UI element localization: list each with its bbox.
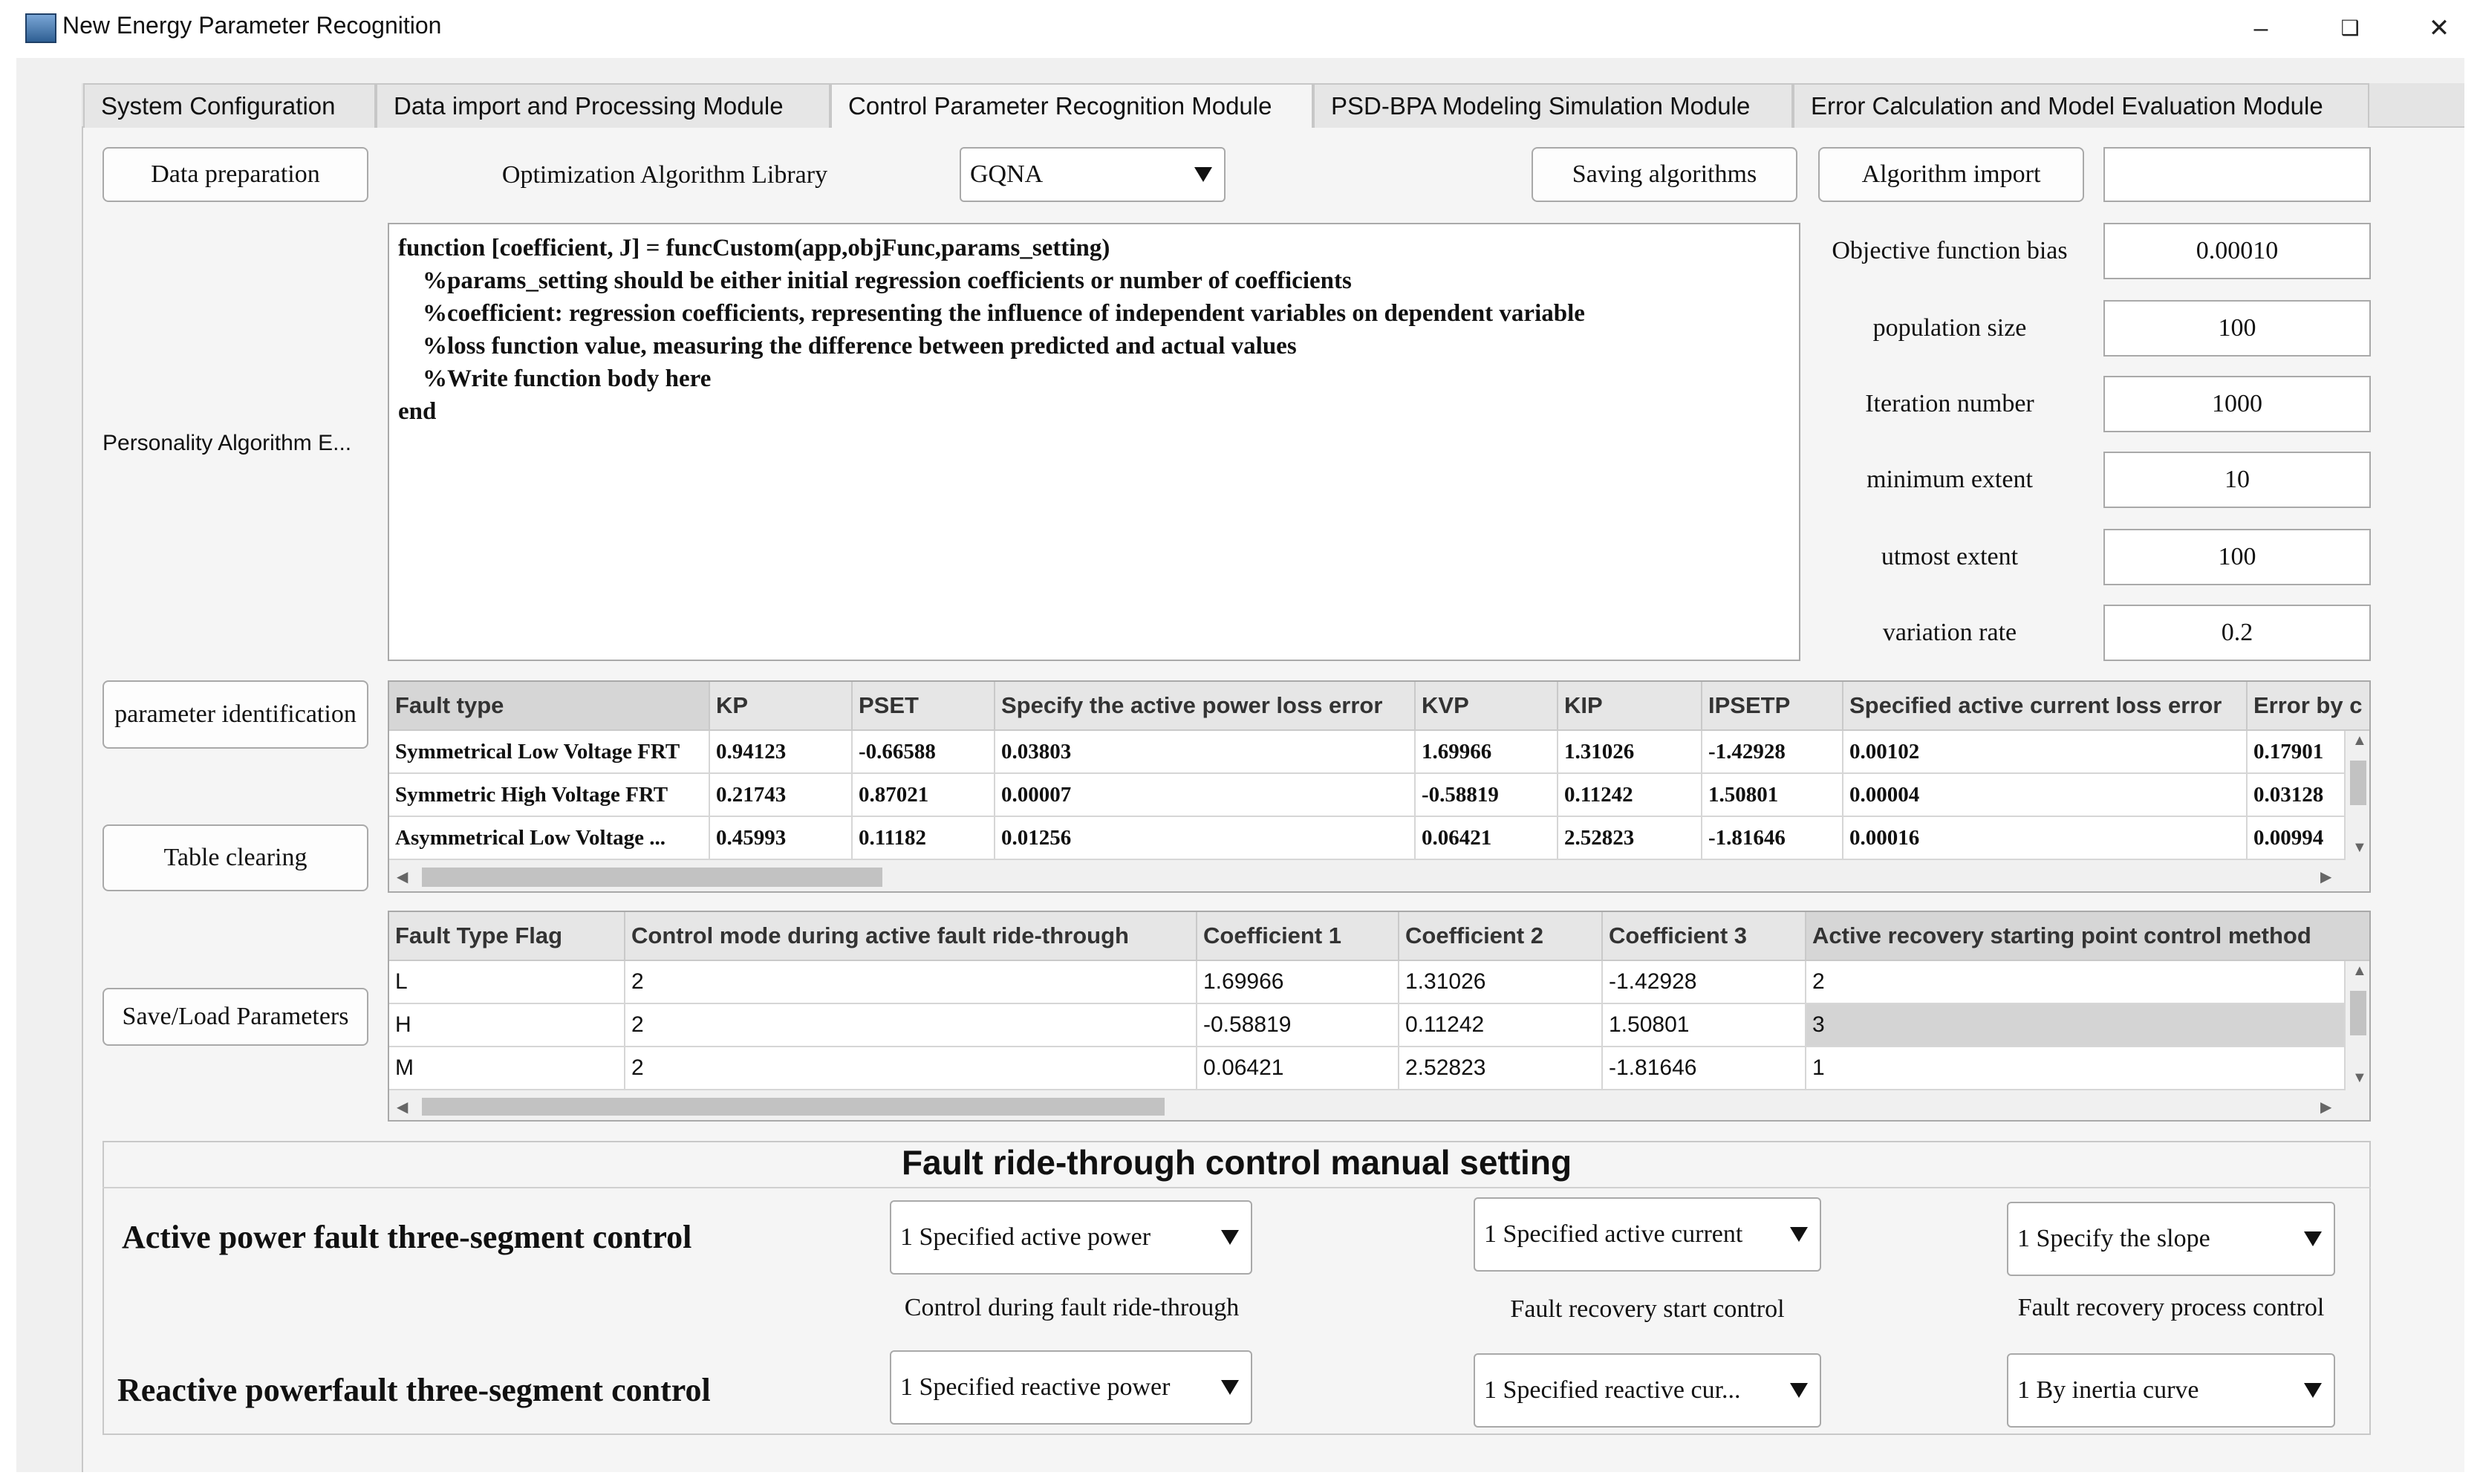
active-fault-control-select[interactable] — [890, 1200, 1252, 1275]
app-icon — [25, 13, 56, 43]
caption-fault-ride-through: Control during fault ride-through — [904, 1294, 1240, 1321]
tab-error-calculation[interactable]: Error Calculation and Model Evaluation Module — [1793, 83, 2369, 128]
reactive-recovery-start-select[interactable] — [1474, 1353, 1821, 1428]
control-cell[interactable]: 0.06421 — [1197, 1047, 1399, 1090]
control-cell[interactable]: -1.81646 — [1603, 1047, 1806, 1090]
results-header-pset[interactable]: PSET — [853, 682, 995, 731]
code-editor[interactable]: function [coefficient, J] = funcCustom(app,objFunc,params_setting) %params_setting should be either initial regression coefficients or number of coefficients %coefficient: regression coefficients, representing the influence of independent variables on dependent variable %loss function value, measuring the difference between predicted and actual values %Write function body here end — [388, 223, 1800, 661]
results-cell[interactable]: Symmetrical Low Voltage FRT — [389, 731, 710, 774]
results-header-kvp[interactable]: KVP — [1416, 682, 1558, 731]
tab-control-parameter-recognition[interactable]: Control Parameter Recognition Module — [830, 83, 1313, 129]
results-table — [388, 680, 2371, 893]
results-header-current-loss-error[interactable]: Specified active current loss error — [1843, 682, 2248, 731]
results-header-kip[interactable]: KIP — [1558, 682, 1702, 731]
scroll-down-icon[interactable]: ▼ — [2352, 1070, 2367, 1086]
table-clearing-button[interactable]: Table clearing — [102, 824, 368, 891]
control-cell[interactable]: 1.50801 — [1603, 1004, 1806, 1047]
algorithm-import-button[interactable]: Algorithm import — [1818, 147, 2084, 202]
results-header-kp[interactable]: KP — [710, 682, 853, 731]
control-header-coefficient-1[interactable]: Coefficient 1 — [1197, 912, 1399, 961]
reactive-fault-control-select[interactable] — [890, 1350, 1252, 1425]
manual-setting-title: Fault ride-through control manual setting — [102, 1142, 2371, 1188]
objective-bias-field[interactable]: 0.00010 — [2103, 223, 2371, 279]
reactive-recovery-start-value: 1 Specified reactive cur... — [1484, 1376, 1741, 1404]
control-cell[interactable]: 2 — [625, 1047, 1197, 1090]
control-cell[interactable]: 2 — [625, 1004, 1197, 1047]
chevron-down-icon — [2304, 1383, 2322, 1398]
minimum-extent-field[interactable]: 10 — [2103, 452, 2371, 508]
results-cell[interactable]: 0.00007 — [995, 774, 1416, 817]
scroll-right-icon[interactable]: ▶ — [2320, 869, 2332, 885]
active-recovery-start-value: 1 Specified active current — [1484, 1220, 1743, 1248]
algorithm-select[interactable] — [960, 147, 1226, 202]
control-header-coefficient-2[interactable]: Coefficient 2 — [1399, 912, 1603, 961]
results-vertical-scrollbar[interactable] — [2346, 731, 2371, 860]
active-power-row-label: Active power fault three-segment control — [122, 1219, 692, 1255]
results-header-power-loss-error[interactable]: Specify the active power loss error — [995, 682, 1416, 731]
results-cell[interactable]: Symmetric High Voltage FRT — [389, 774, 710, 817]
active-recovery-start-select[interactable] — [1474, 1197, 1821, 1272]
control-cell[interactable]: 1 — [1806, 1047, 2346, 1090]
results-cell[interactable]: 0.17901 — [2248, 731, 2346, 774]
tab-system-configuration[interactable]: System Configuration — [83, 83, 376, 128]
results-horizontal-scrollbar[interactable] — [389, 860, 2371, 893]
results-cell[interactable]: Asymmetrical Low Voltage ... — [389, 817, 710, 860]
control-cell[interactable]: 0.11242 — [1399, 1004, 1603, 1047]
results-cell[interactable]: 2.52823 — [1558, 817, 1702, 860]
scroll-left-icon[interactable]: ◀ — [397, 1099, 409, 1116]
control-cell[interactable]: 2 — [1806, 961, 2346, 1004]
iteration-number-label: Iteration number — [1865, 390, 2034, 417]
results-hscroll-thumb[interactable] — [422, 868, 882, 887]
control-vscroll-thumb[interactable] — [2350, 991, 2366, 1035]
chevron-down-icon — [1221, 1380, 1239, 1395]
parameter-identification-button[interactable]: parameter identification — [102, 680, 368, 749]
control-cell[interactable]: 1.31026 — [1399, 961, 1603, 1004]
reactive-recovery-process-select[interactable] — [2007, 1353, 2335, 1428]
save-load-parameters-button[interactable]: Save/Load Parameters — [102, 988, 368, 1046]
scroll-up-icon[interactable]: ▲ — [2352, 732, 2367, 749]
control-header-coefficient-3[interactable]: Coefficient 3 — [1603, 912, 1806, 961]
maximize-button[interactable]: ❑ — [2340, 16, 2360, 39]
results-cell[interactable]: 0.11182 — [853, 817, 995, 860]
scroll-right-icon[interactable]: ▶ — [2320, 1099, 2332, 1116]
algorithm-import-field[interactable] — [2103, 147, 2371, 202]
population-size-label: population size — [1872, 314, 2027, 342]
results-vscroll-thumb[interactable] — [2350, 761, 2366, 805]
reactive-fault-control-value: 1 Specified reactive power — [900, 1373, 1171, 1401]
active-fault-control-value: 1 Specified active power — [900, 1223, 1151, 1251]
control-header-fault-type-flag[interactable]: Fault Type Flag — [389, 912, 625, 961]
close-button[interactable]: ✕ — [2428, 14, 2450, 42]
control-cell[interactable]: 2.52823 — [1399, 1047, 1603, 1090]
results-cell[interactable]: 0.11242 — [1558, 774, 1702, 817]
algorithm-select-value: GQNA — [970, 160, 1044, 188]
minimize-button[interactable]: – — [2253, 14, 2268, 42]
results-cell[interactable]: 1.50801 — [1702, 774, 1843, 817]
window-title: New Energy Parameter Recognition — [62, 12, 442, 39]
active-recovery-process-value: 1 Specify the slope — [2017, 1225, 2210, 1252]
variation-rate-label: variation rate — [1882, 619, 2017, 646]
results-cell[interactable]: 0.06421 — [1416, 817, 1558, 860]
results-cell[interactable]: 0.94123 — [710, 731, 853, 774]
control-cell[interactable]: H — [389, 1004, 625, 1047]
results-cell[interactable]: 0.45993 — [710, 817, 853, 860]
scroll-left-icon[interactable]: ◀ — [397, 869, 409, 885]
tab-data-import[interactable]: Data import and Processing Module — [376, 83, 830, 128]
results-cell[interactable]: -0.66588 — [853, 731, 995, 774]
results-cell[interactable]: 0.00994 — [2248, 817, 2346, 860]
tab-psd-bpa-modeling[interactable]: PSD-BPA Modeling Simulation Module — [1313, 83, 1793, 128]
results-cell[interactable]: 0.01256 — [995, 817, 1416, 860]
saving-algorithms-button[interactable]: Saving algorithms — [1532, 147, 1797, 202]
control-cell-selected[interactable]: 3 — [1806, 1004, 2346, 1047]
iteration-number-field[interactable]: 1000 — [2103, 376, 2371, 432]
chevron-down-icon — [2304, 1231, 2322, 1246]
results-cell[interactable]: 0.21743 — [710, 774, 853, 817]
scroll-down-icon[interactable]: ▼ — [2352, 839, 2367, 856]
results-cell[interactable]: 0.03803 — [995, 731, 1416, 774]
results-header-error-by[interactable]: Error by c — [2248, 682, 2371, 731]
results-cell[interactable]: -0.58819 — [1416, 774, 1558, 817]
data-preparation-button[interactable]: Data preparation — [102, 147, 368, 202]
results-cell[interactable]: 0.00102 — [1843, 731, 2248, 774]
variation-rate-field[interactable]: 0.2 — [2103, 605, 2371, 661]
chevron-down-icon — [1790, 1383, 1808, 1398]
active-recovery-process-select[interactable] — [2007, 1202, 2335, 1276]
reactive-recovery-process-value: 1 By inertia curve — [2017, 1376, 2199, 1404]
control-cell[interactable]: -0.58819 — [1197, 1004, 1399, 1047]
scroll-up-icon[interactable]: ▲ — [2352, 963, 2367, 979]
control-horizontal-scrollbar[interactable] — [389, 1090, 2371, 1122]
results-cell[interactable]: 0.00004 — [1843, 774, 2248, 817]
caption-recovery-start: Fault recovery start control — [1510, 1295, 1785, 1323]
population-size-field[interactable]: 100 — [2103, 300, 2371, 357]
minimum-extent-label: minimum extent — [1866, 466, 2033, 493]
results-cell[interactable]: 0.00016 — [1843, 817, 2248, 860]
control-header-control-mode[interactable]: Control mode during active fault ride-through — [625, 912, 1197, 961]
utmost-extent-field[interactable]: 100 — [2103, 529, 2371, 585]
control-cell[interactable]: 2 — [625, 961, 1197, 1004]
results-cell[interactable]: -1.81646 — [1702, 817, 1843, 860]
results-cell[interactable]: 0.03128 — [2248, 774, 2346, 817]
control-cell[interactable]: 1.69966 — [1197, 961, 1399, 1004]
control-vertical-scrollbar[interactable] — [2346, 961, 2371, 1090]
chevron-down-icon — [1221, 1230, 1239, 1245]
control-cell[interactable]: -1.42928 — [1603, 961, 1806, 1004]
objective-bias-label: Objective function bias — [1832, 237, 2068, 264]
results-header-ipsetp[interactable]: IPSETP — [1702, 682, 1843, 731]
personality-algorithm-label: Personality Algorithm E... — [102, 431, 352, 455]
results-cell[interactable]: -1.42928 — [1702, 731, 1843, 774]
results-cell[interactable]: 1.31026 — [1558, 731, 1702, 774]
control-table — [388, 911, 2371, 1122]
algorithm-library-label: Optimization Algorithm Library — [501, 161, 828, 189]
results-header-fault-type[interactable]: Fault type — [389, 682, 710, 731]
control-header-recovery-method[interactable]: Active recovery starting point control method — [1806, 912, 2371, 961]
results-cell[interactable]: 1.69966 — [1416, 731, 1558, 774]
chevron-down-icon — [1194, 167, 1212, 182]
control-cell[interactable]: L — [389, 961, 625, 1004]
chevron-down-icon — [1790, 1227, 1808, 1242]
utmost-extent-label: utmost extent — [1881, 543, 2019, 570]
control-hscroll-thumb[interactable] — [422, 1098, 1165, 1116]
results-cell[interactable]: 0.87021 — [853, 774, 995, 817]
reactive-power-row-label: Reactive powerfault three-segment control — [117, 1372, 711, 1408]
control-cell[interactable]: M — [389, 1047, 625, 1090]
caption-recovery-process: Fault recovery process control — [2017, 1294, 2325, 1321]
